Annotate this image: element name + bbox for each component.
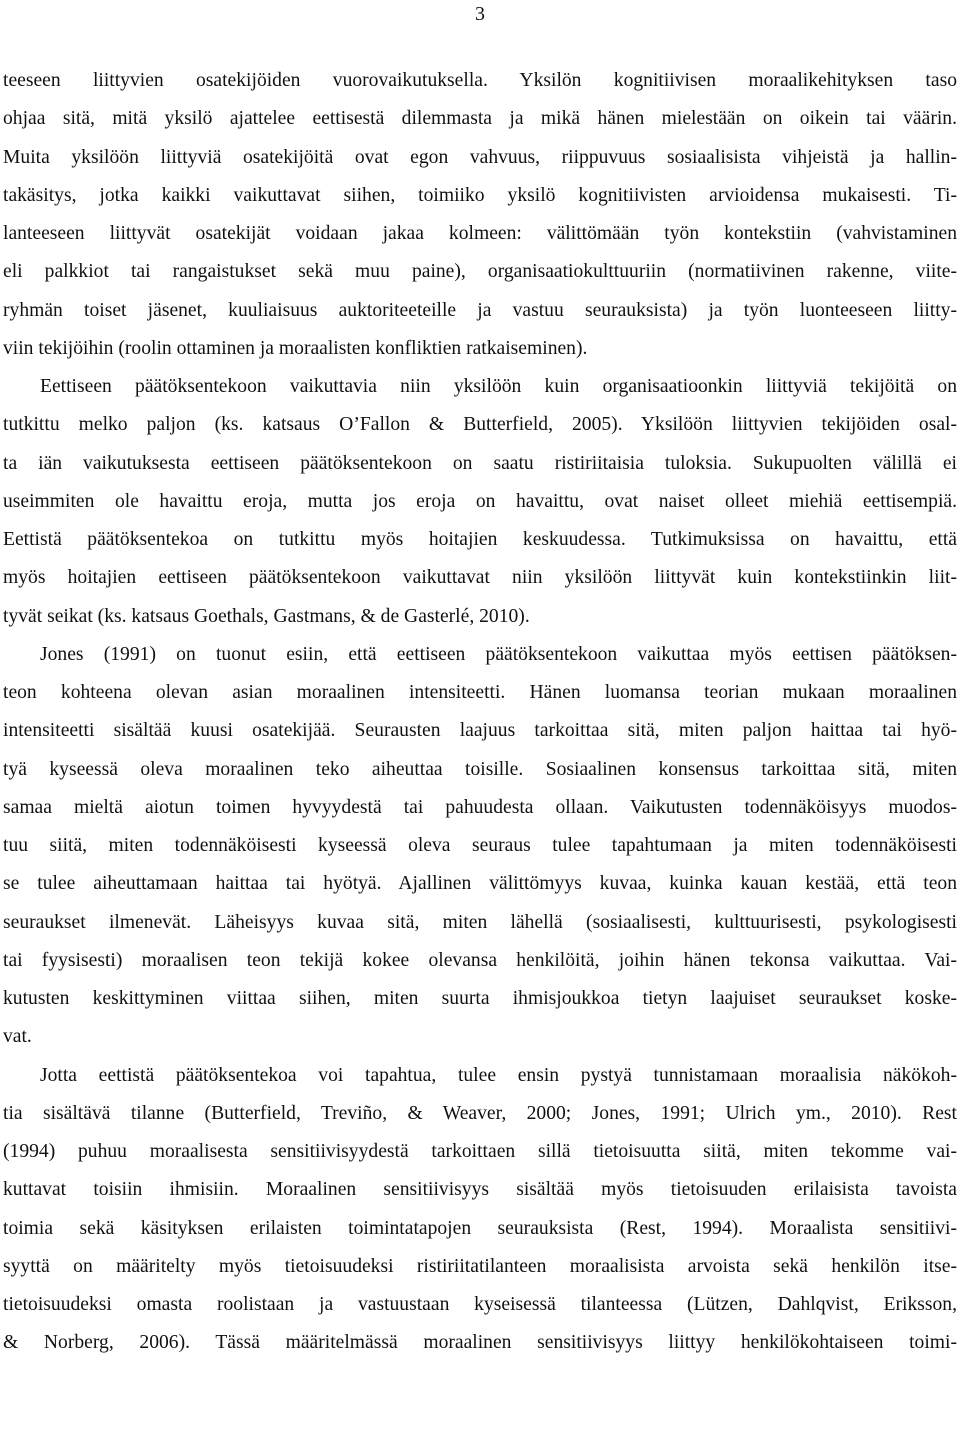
text-line: eli palkkiot tai rangaistukset sekä muu paine), organisaatiokulttuuriin (normatiivinen rakenne, viite-: [3, 261, 957, 283]
text-line: myös hoitajien eettiseen päätöksentekoon vaikuttavat niin yksilöön liittyvät kuin kontekstiinkin liit-: [3, 567, 957, 589]
text-line: tuu siitä, miten todennäköisesti kyseessä oleva seuraus tulee tapahtumaan ja miten todennäköisesti: [3, 835, 957, 856]
text-line: syyttä on määritelty myös tietoisuudeksi ristiriitatilanteen moraalisista arvoista sekä henkilön itse-: [3, 1255, 957, 1277]
text-line: tia sisältävä tilanne (Butterfield, Treviño, & Weaver, 2000; Jones, 1991; Ulrich ym., 2010). Rest: [3, 1102, 957, 1124]
text-line: Eettiseen päätöksentekoon vaikuttavia niin yksilöön kuin organisaatioonkin liittyviä tekijöitä on: [40, 376, 957, 397]
text-line: tutkittu melko paljon (ks. katsaus O’Fallon & Butterfield, 2005). Yksilöön liittyvien tekijöiden osal-: [3, 414, 957, 436]
text-line: Jotta eettistä päätöksentekoa voi tapahtua, tulee ensin pystyä tunnistamaan moraalisia näkökoh-: [40, 1064, 957, 1086]
text-line: viin tekijöihin (roolin ottaminen ja moraalisten konfliktien ratkaiseminen).: [3, 337, 588, 359]
text-line: Eettistä päätöksentekoa on tutkittu myös hoitajien keskuudessa. Tutkimuksissa on havaittu, että: [3, 529, 957, 550]
text-line: samaa mieltä aiotun toimen hyvyydestä tai pahuudesta ollaan. Vaikutusten todennäköisyys muodos-: [3, 796, 957, 818]
text-line: ohjaa sitä, mitä yksilö ajattelee eettisestä dilemmasta ja mikä hänen mielestään on oikein tai väärin.: [3, 108, 957, 130]
text-line: se tulee aiheuttamaan haittaa tai hyötyä. Ajallinen välittömyys kuvaa, kuinka kauan kestää, että teon: [3, 873, 957, 895]
text-line: (1994) puhuu moraalisesta sensitiivisyydestä tarkoittaen sillä tietoisuutta siitä, miten tekomme vai-: [3, 1141, 957, 1162]
text-line: seuraukset ilmenevät. Läheisyys kuvaa sitä, miten lähellä (sosiaalisesti, kulttuurisesti, psykologisesti: [3, 911, 957, 933]
text-line: tyvät seikat (ks. katsaus Goethals, Gastmans, & de Gasterlé, 2010).: [3, 605, 530, 627]
text-line: useimmiten ole havaittu eroja, mutta jos eroja on havaittu, ovat naiset olleet miehiä eettisempiä.: [3, 490, 957, 512]
text-line: & Norberg, 2006). Tässä määritelmässä moraalinen sensitiivisyys liittyy henkilökohtaiseen toimi-: [3, 1332, 957, 1354]
text-line: tietoisuudeksi omasta roolistaan ja vastuustaan kyseisessä tilanteessa (Lützen, Dahlqvist, Eriksson,: [3, 1294, 957, 1315]
text-line: ta iän vaikutuksesta eettiseen päätöksentekoon on saatu ristiriitaisia tuloksia. Sukupuolten välillä ei: [3, 452, 957, 474]
text-line: takäsitys, jotka kaikki vaikuttavat siihen, toimiiko yksilö kognitiivisten arvioidensa mukaisesti. Ti-: [3, 184, 957, 206]
page-number: 3: [475, 3, 485, 25]
text-line: tyä kyseessä oleva moraalinen teko aiheuttaa toisille. Sosiaalinen konsensus tarkoittaa sitä, miten: [3, 758, 957, 780]
body-text: [3, 62, 957, 1363]
text-line: kuttavat toisiin ihmisiin. Moraalinen sensitiivisyys sisältää myös tietoisuuden erilaisista tavoista: [3, 1179, 957, 1201]
text-line: ryhmän toiset jäsenet, kuuliaisuus auktoriteeteille ja vastuu seurauksista) ja työn luonteeseen liitty-: [3, 299, 957, 321]
text-line: teeseen liittyvien osatekijöiden vuorovaikutuksella. Yksilön kognitiivisen moraalikehityksen taso: [3, 70, 957, 91]
text-line: vat.: [3, 1026, 32, 1048]
text-line: tai fyysisesti) moraalisen teon tekijä kokee olevansa henkilöitä, joihin hänen tekonsa vaikuttaa. Vai-: [3, 949, 957, 971]
text-line: toimia sekä käsityksen erilaisten toimintatapojen seurauksista (Rest, 1994). Moraalista sensitiivi-: [3, 1217, 957, 1239]
text-line: teon kohteena olevan asian moraalinen intensiteetti. Hänen luomansa teorian mukaan moraalinen: [3, 682, 957, 703]
text-line: Muita yksilöön liittyviä osatekijöitä ovat egon vahvuus, riippuvuus sosiaalisista vihjeistä ja hallin-: [3, 146, 957, 168]
text-line: intensiteetti sisältää kuusi osatekijää. Seurausten laajuus tarkoittaa sitä, miten paljon haittaa tai hyö-: [3, 720, 957, 742]
text-line: Jones (1991) on tuonut esiin, että eettiseen päätöksentekoon vaikuttaa myös eettisen päätöksen-: [40, 643, 957, 665]
text-line: lanteeseen liittyvät osatekijät voidaan jakaa kolmeen: välittömään työn kontekstiin (vahvistaminen: [3, 223, 957, 244]
text-line: kutusten keskittyminen viittaa siihen, miten suurta ihmisjoukkoa tietyn laajuiset seuraukset koske-: [3, 988, 957, 1009]
